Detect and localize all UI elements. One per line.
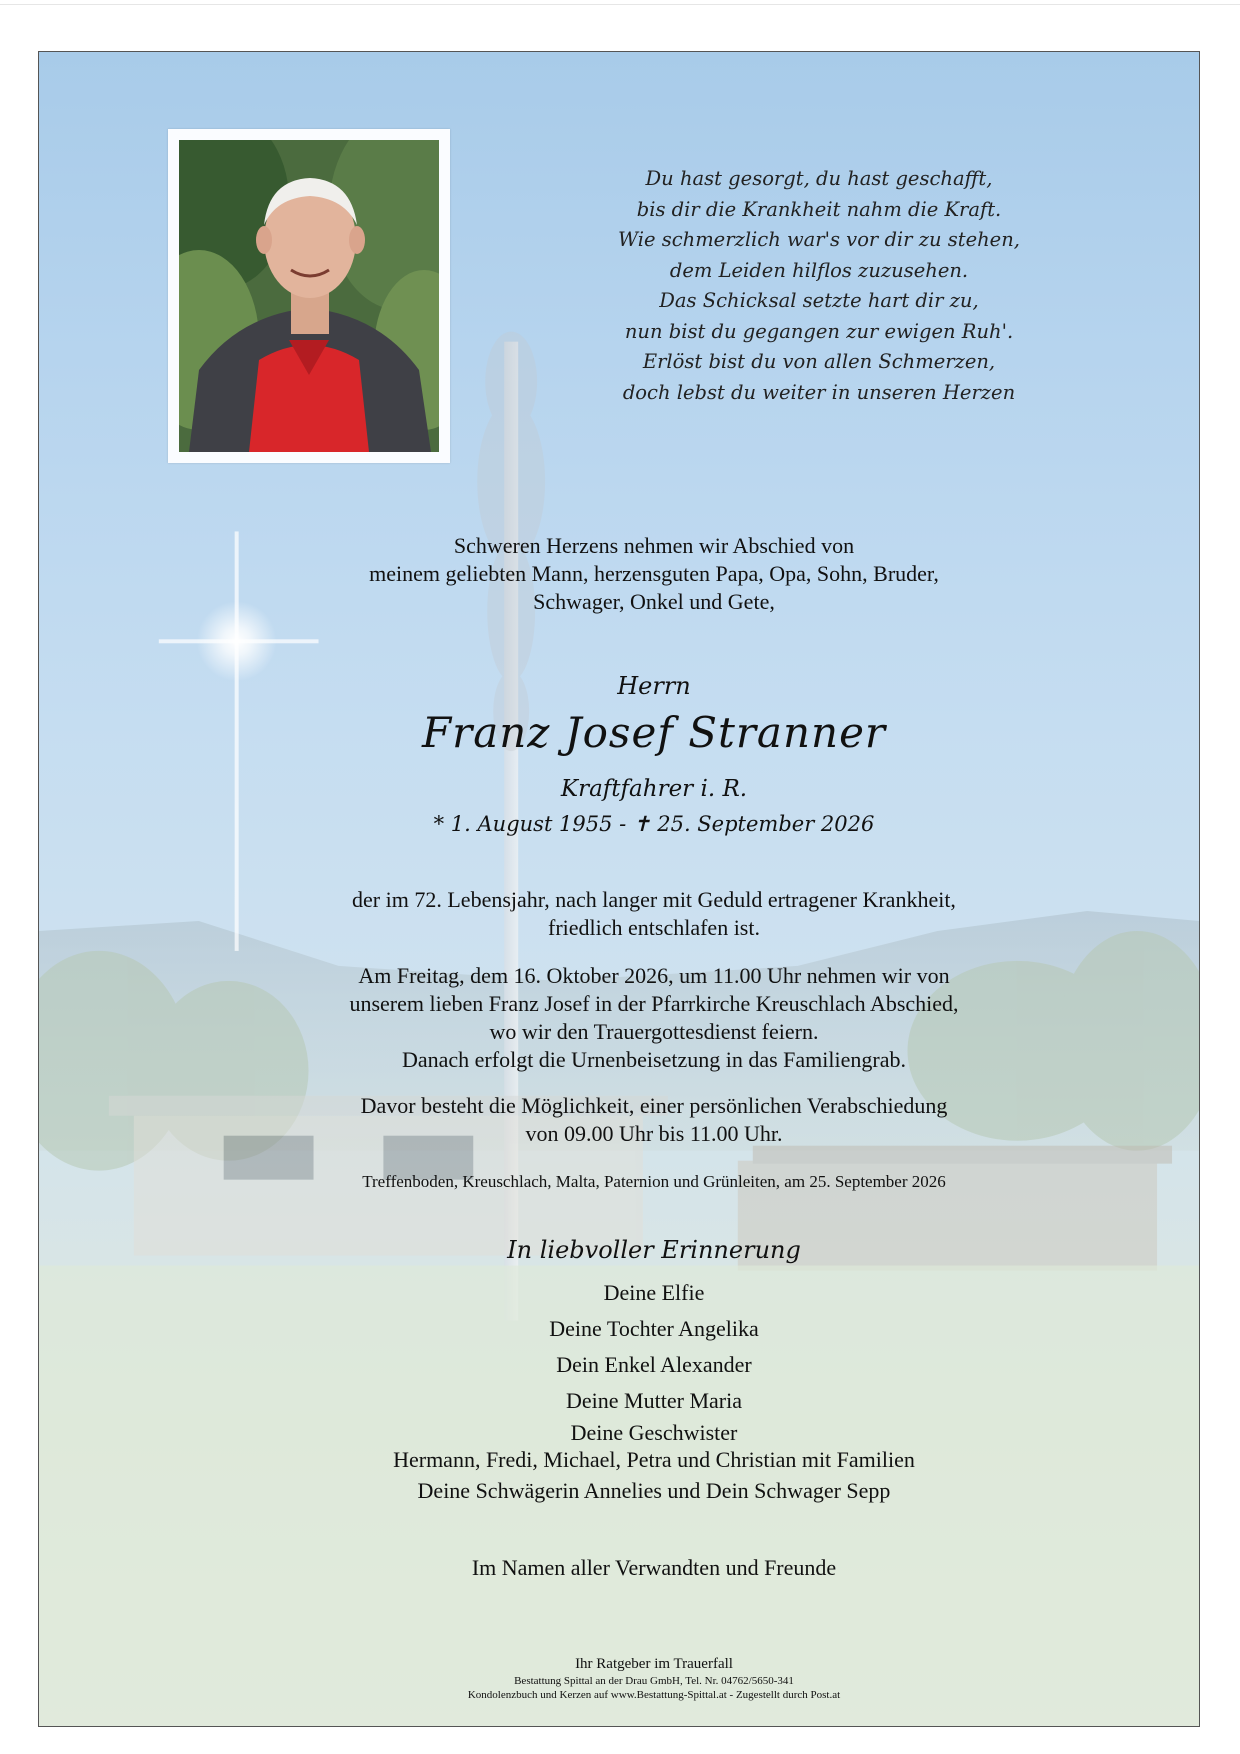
mourner-wife: Deine Elfie — [603, 1280, 705, 1305]
intro-text — [289, 532, 1019, 616]
footer-line-2: Bestattung Spittal an der Drau GmbH, Tel. Nr. 04762/5650-341 — [514, 1675, 794, 1687]
paragraph-line: der im 72. Lebensjahr, nach langer mit Geduld ertragener Krankheit, — [352, 887, 956, 912]
family-line: Im Namen aller Verwandten und Freunde — [471, 1555, 837, 1580]
mourner-siblings: Hermann, Fredi, Michael, Petra und Christian mit Familien — [393, 1447, 915, 1472]
intro-line: meinem geliebten Mann, herzensguten Papa, Opa, Sohn, Bruder, — [369, 561, 939, 586]
life-dates: * 1. August 1955 - ✝ 25. September 2026 — [433, 812, 875, 836]
mourner-in-laws: Deine Schwägerin Annelies und Dein Schwager Sepp — [417, 1478, 891, 1503]
poem-line: Erlöst bist du von allen Schmerzen, — [642, 350, 996, 373]
poem-line: Du hast gesorgt, du hast geschafft, — [645, 167, 993, 190]
paragraph-line: unserem lieben Franz Josef in der Pfarrkirche Kreuschlach Abschied, — [349, 991, 959, 1016]
deceased-occupation: Kraftfahrer i. R. — [560, 776, 748, 802]
memory-heading: In liebvoller Erinnerung — [507, 1236, 801, 1264]
paragraph-line: wo wir den Trauergottesdienst feiern. — [489, 1019, 819, 1044]
paragraph-line: Davor besteht die Möglichkeit, einer persönlichen Verabschiedung — [360, 1093, 948, 1118]
farewell-details — [289, 1092, 1019, 1148]
intro-line: Schweren Herzens nehmen wir Abschied von — [453, 533, 855, 558]
mourner-grandson: Dein Enkel Alexander — [556, 1352, 752, 1377]
funeral-details — [289, 962, 1019, 1074]
paragraph-line: friedlich entschlafen ist. — [548, 915, 760, 940]
death-notice — [289, 886, 1019, 942]
memorial-poem — [569, 164, 1069, 408]
footer — [289, 1654, 1019, 1702]
paragraph-line: Am Freitag, dem 16. Oktober 2026, um 11.00 Uhr nehmen wir von — [358, 963, 950, 988]
mourner-daughter: Deine Tochter Angelika — [549, 1316, 759, 1341]
footer-line-1: Ihr Ratgeber im Trauerfall — [575, 1656, 733, 1672]
obituary-card — [38, 51, 1200, 1727]
place-date: Treffenboden, Kreuschlach, Malta, Paternion und Grünleiten, am 25. September 2026 — [362, 1172, 946, 1191]
poem-line: Wie schmerzlich war's vor dir zu stehen, — [618, 228, 1020, 251]
paragraph-line: Danach erfolgt die Urnenbeisetzung in das Familiengrab. — [401, 1047, 906, 1072]
deceased-name: Franz Josef Stranner — [421, 708, 886, 757]
footer-line-3: Kondolenzbuch und Kerzen auf www.Bestattung-Spittal.at - Zugestellt durch Post.at — [467, 1689, 841, 1701]
intro-line: Schwager, Onkel und Gete, — [533, 589, 775, 614]
top-rule — [0, 4, 1240, 5]
poem-line: bis dir die Krankheit nahm die Kraft. — [636, 197, 1002, 221]
portrait-frame — [168, 129, 450, 463]
salutation: Herrn — [617, 672, 691, 700]
poem-line: doch lebst du weiter in unseren Herzen — [622, 380, 1016, 404]
mourner-siblings-heading: Deine Geschwister — [570, 1420, 738, 1445]
poem-line: nun bist du gegangen zur ewigen Ruh'. — [624, 319, 1014, 343]
paragraph-line: von 09.00 Uhr bis 11.00 Uhr. — [525, 1121, 783, 1146]
portrait-photo — [179, 140, 439, 452]
mourners-list — [239, 1275, 1069, 1509]
mourner-mother: Deine Mutter Maria — [566, 1388, 742, 1413]
poem-line: dem Leiden hilflos zuzusehen. — [669, 258, 969, 282]
poem-line: Das Schicksal setzte hart dir zu, — [659, 289, 979, 312]
